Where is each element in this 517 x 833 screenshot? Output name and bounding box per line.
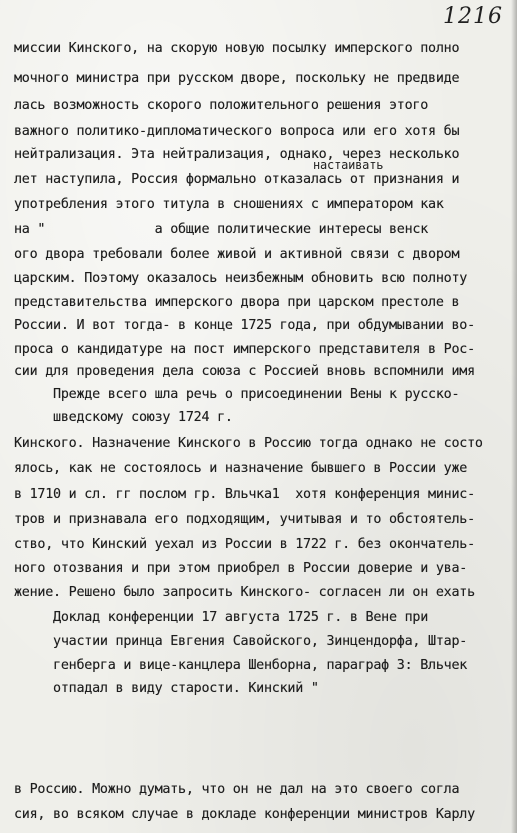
text-line: России. И вот тогда- в конце 1725 года, при обдумывании во-: [14, 318, 475, 333]
text-line: мочного министра при русском дворе, поскольку не предвиде: [14, 71, 460, 86]
footnote-line: отпадал в виду старости. Кинский ": [14, 681, 319, 696]
footnote-line: генберга и вице-канцлера Шенборна, параграф 3: Вльчек: [14, 658, 468, 673]
text-line: важного политико-дипломатического вопроса или его хотя бы: [14, 124, 460, 139]
text-line: ого двора требовали более живой и активной связи с двором: [14, 247, 460, 262]
text-line: употребления этого титула в сношениях с императором как: [14, 197, 444, 212]
handwritten-insertion: настаивать: [313, 158, 384, 172]
footnote-line: шведскому союзу 1724 г.: [14, 410, 233, 425]
text-line: сия, во всяком случае в докладе конференции министров Карлу: [14, 807, 475, 822]
text-line: на " а общие политические интересы венск: [14, 222, 429, 237]
text-line: ство, что Кинский уехал из России в 1722 г. без окончатель-: [14, 537, 475, 552]
text-line: Кинского. Назначение Кинского в Россию тогда однако не состо: [14, 436, 483, 451]
footnote-line: Доклад конференции 17 августа 1725 г. в Вене при: [14, 610, 429, 625]
text-line: в 1710 и сл. гг послом гр. Вльчка1 хотя конференция минис-: [14, 487, 475, 502]
text-line: царским. Поэтому оказалось неизбежным обновить всю полноту: [14, 271, 468, 286]
page-number: 1216: [443, 4, 503, 29]
text-line: ялось, как не состоялось и назначение бывшего в России уже: [14, 461, 468, 476]
text-line: лась возможность скорого положительного решения этого: [14, 98, 429, 113]
text-line: миссии Кинского, на скорую новую посылку имперского полно: [14, 41, 460, 56]
text-line: нейтрализация. Эта нейтрализация, однако, через несколько: [14, 147, 460, 162]
text-line: в Россию. Можно думать, что он не дал на это своего согла: [14, 782, 460, 797]
text-line: ного отозвания и при этом приобрел в России доверие и ува-: [14, 561, 468, 576]
footnote-line: участии принца Евгения Савойского, Зинцендорфа, Штар-: [14, 634, 468, 649]
footnote-line: Прежде всего шла речь о присоединении Вены к русско-: [14, 387, 460, 402]
text-line: сии для проведения дела союза с Россией вновь вспомнили имя: [14, 364, 475, 379]
text-line: представительства имперского двора при царском престоле в: [14, 295, 460, 310]
text-line: лет наступила, Россия формально отказалась от признания и: [14, 172, 460, 187]
page-edge-shadow: [511, 0, 517, 833]
text-line: проса о кандидатуре на пост имперского представителя в Рос-: [14, 342, 475, 357]
text-line: тров и признавала его подходящим, учитывая и то обстоятель-: [14, 512, 475, 527]
text-line: жение. Решено было запросить Кинского- согласен ли он ехать: [14, 585, 475, 600]
